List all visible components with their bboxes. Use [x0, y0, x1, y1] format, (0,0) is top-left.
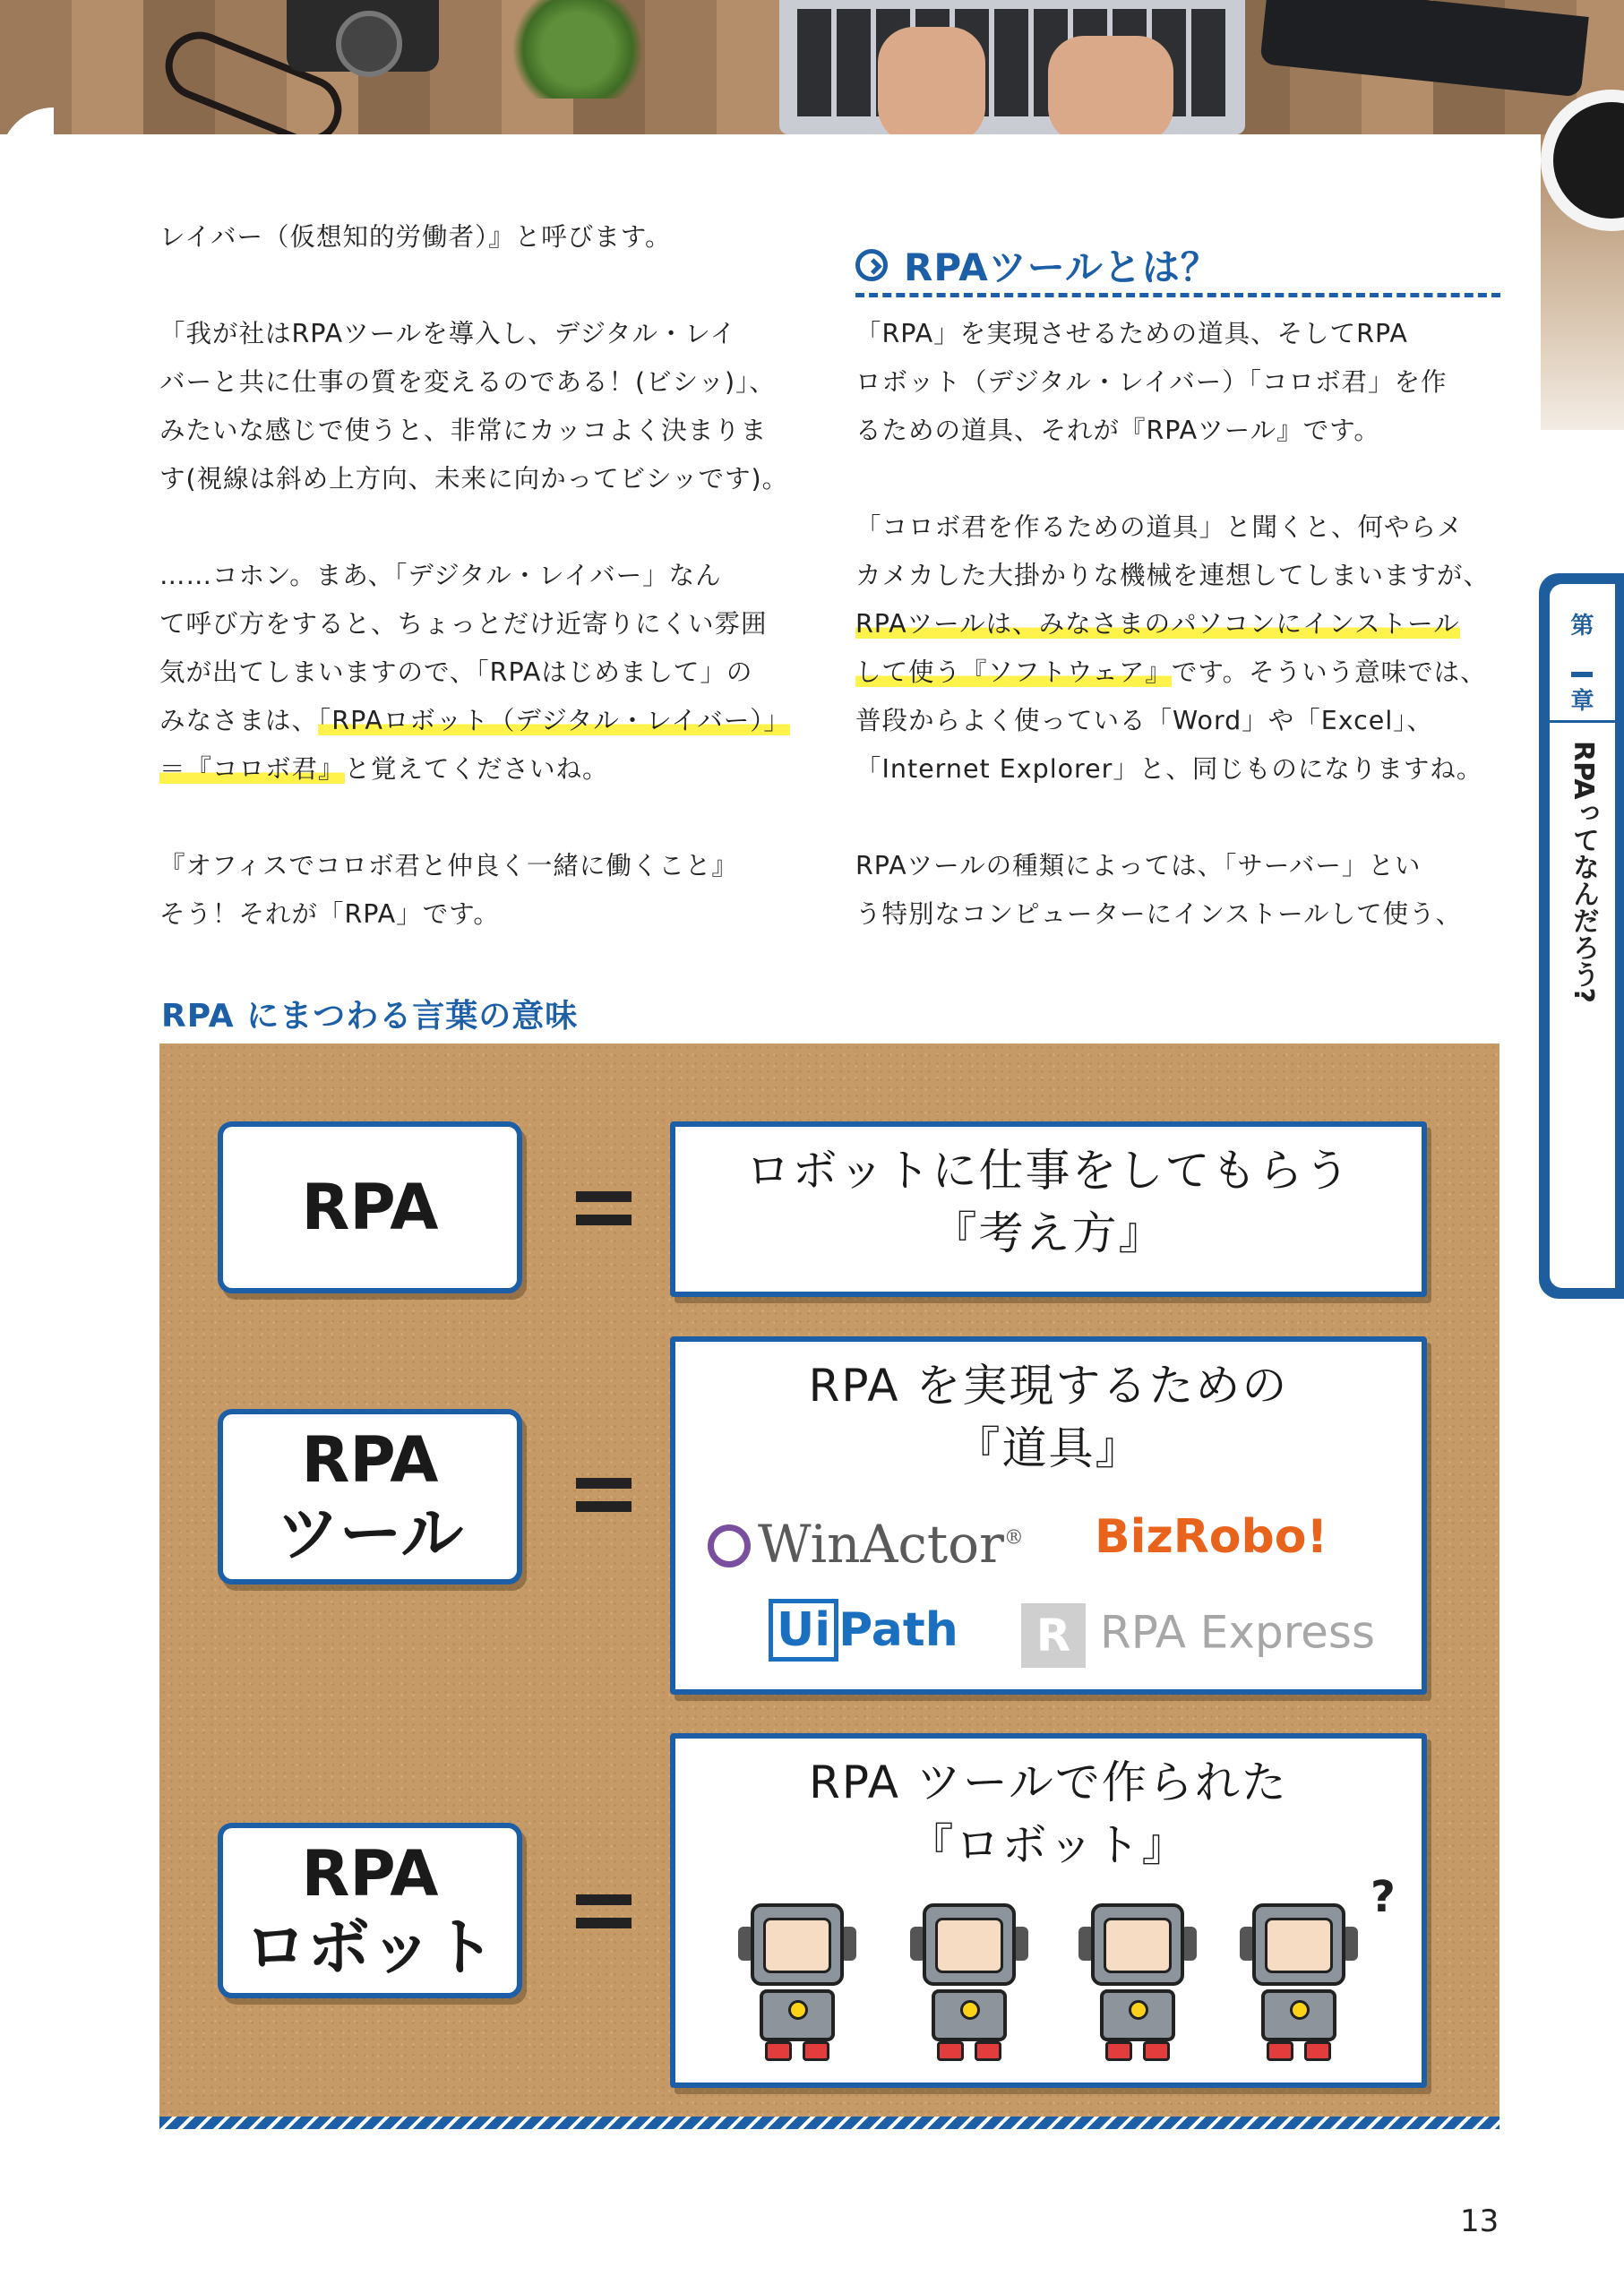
section-heading-text: RPAツールとは？: [904, 245, 1219, 289]
page-number: 13: [1460, 2203, 1499, 2239]
camera-image: [287, 0, 439, 72]
term-label: ロボット: [245, 1911, 495, 1984]
definition-line: 『ロボット』: [908, 1819, 1189, 1871]
text-line: 「コロボ君を作るための道具」と聞くと、何やらメ: [855, 512, 1464, 542]
text-line: [855, 600, 1500, 648]
text-line: そう！それが「RPA」です。: [159, 899, 500, 929]
chapter-label-top: 第: [1570, 613, 1594, 640]
dotted-underline: [855, 293, 1500, 297]
definition-line: 『道具』: [955, 1422, 1142, 1474]
stripe-border-bottom: [159, 2117, 1499, 2129]
text-line: 「Internet Explorer」と、同じものになりますね。: [855, 754, 1483, 784]
definition-card-rpa: [670, 1121, 1427, 1297]
term-card-rpa: [218, 1121, 522, 1293]
text-line: RPAツールの種類によっては、「サーバー」とい: [855, 851, 1422, 880]
smartphone-image: [1259, 0, 1588, 98]
definition-line: ロボットに仕事をしてもらう: [745, 1145, 1352, 1197]
rpa-express-mark-icon: R: [1021, 1603, 1086, 1668]
highlighted-text: 「RPAロボット（デジタル・レイバー）」: [318, 706, 790, 735]
text-line: [159, 745, 804, 794]
paragraph: レイバー（仮想知的労働者）』と呼びます。: [159, 222, 672, 252]
highlighted-text: して使う『ソフトウェア』: [855, 657, 1172, 687]
uipath-logo: Ui Path: [769, 1603, 958, 1657]
robot-mascot-icon: [907, 1903, 1032, 2065]
text-span: と覚えてくださいね。: [344, 754, 609, 784]
figure-title: RPA にまつわる言葉の意味: [161, 998, 579, 1035]
definition-line: RPA を実現するための: [808, 1360, 1289, 1412]
text-line: 気が出てしまいますので、「RPAはじめまして」の: [159, 657, 753, 687]
text-line: バーと共に仕事の質を変えるのである！(ビシッ)」、: [159, 367, 776, 397]
laptop-image: [779, 0, 1245, 134]
term-label: RPA: [301, 1171, 439, 1244]
definition-line: 『考え方』: [932, 1207, 1165, 1259]
chevron-right-circle-icon: [855, 249, 888, 281]
chapter-number-bar: [1571, 672, 1593, 677]
equals-sign: [576, 1191, 632, 1225]
winactor-arrow-icon: [708, 1524, 751, 1567]
question-mark: ?: [1371, 1872, 1396, 1922]
text-line: う特別なコンピューターにインストールして使う、: [855, 899, 1463, 929]
chapter-title: RPAってなんだろう?: [1568, 741, 1599, 1003]
term-label: RPA: [301, 1423, 439, 1497]
term-card-rpa-tool: [218, 1409, 522, 1584]
term-label: ツール: [276, 1497, 464, 1570]
text-line: [159, 697, 804, 745]
section-heading: [855, 235, 1500, 297]
term-card-rpa-robot: [218, 1823, 522, 1998]
right-column: [855, 310, 1500, 939]
text-span: みなさまは、: [159, 706, 319, 735]
plant-image: [502, 0, 654, 99]
bizrobo-logo: BizRobo!: [1095, 1510, 1328, 1564]
text-line: す(視線は斜め上方向、未来に向かってビシッです)。: [159, 464, 789, 494]
text-line: 普段からよく使っている「Word」や「Excel」、: [855, 706, 1433, 735]
highlighted-text: RPAツールは、みなさまのパソコンにインストール: [855, 609, 1460, 639]
text-line: ロボット（デジタル・レイバー）「コロボ君」を作: [855, 367, 1448, 397]
robot-mascot-icon: [1236, 1903, 1362, 2065]
tab-divider: [1550, 720, 1615, 723]
text-line: ……コホン。まあ、「デジタル・レイバー」なん: [159, 561, 722, 590]
left-column: [159, 213, 804, 939]
chapter-tab: [1539, 573, 1624, 1299]
text-line: 「我が社はRPAツールを導入し、デジタル・レイ: [159, 319, 736, 348]
definition-line: RPA ツールで作られた: [809, 1756, 1288, 1808]
text-line: 『オフィスでコロボ君と仲良く一緒に働くこと』: [159, 851, 738, 880]
winactor-logo: WinActor®: [708, 1514, 1024, 1575]
equals-sign: [576, 1478, 632, 1512]
text-line: みたいな感じで使うと、非常にカッコよく決まりま: [159, 416, 768, 445]
chapter-label-bottom: 章: [1570, 688, 1594, 715]
robot-mascot-icon: [735, 1903, 860, 2065]
text-line: て呼び方をすると、ちょっとだけ近寄りにくい雰囲: [159, 609, 768, 639]
term-label: RPA: [301, 1837, 439, 1911]
text-line: [855, 648, 1500, 697]
text-span: です。そういう意味では、: [1171, 657, 1487, 687]
robot-mascot-icon: [1075, 1903, 1200, 2065]
header-photo: [0, 0, 1624, 134]
highlighted-text: ＝『コロボ君』: [159, 754, 345, 784]
text-line: カメカした大掛かりな機械を連想してしまいますが、: [855, 561, 1491, 590]
rpa-express-logo: R RPA Express: [1021, 1603, 1375, 1668]
text-line: るための道具、それが『RPAツール』です。: [855, 416, 1380, 445]
text-line: 「RPA」を実現させるための道具、そしてRPA: [855, 319, 1408, 348]
equals-sign: [576, 1894, 632, 1928]
